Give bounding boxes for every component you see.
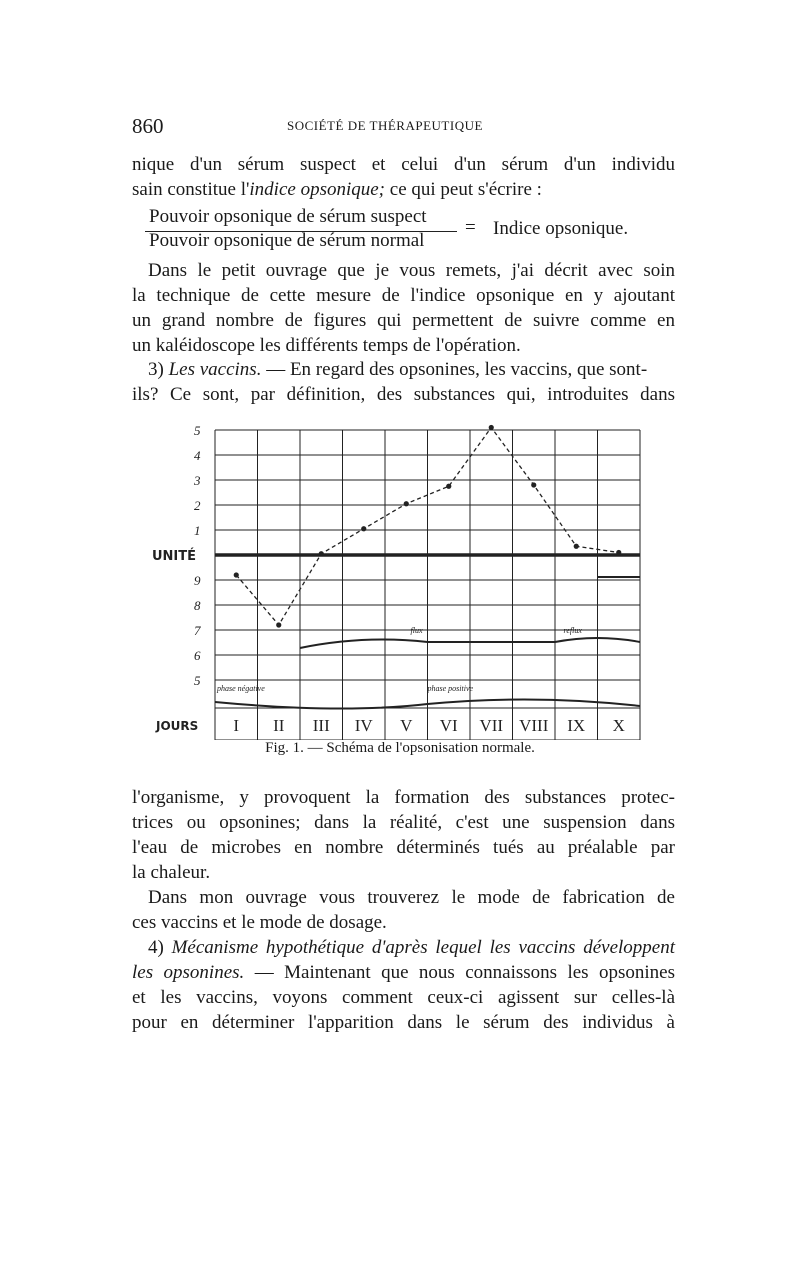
x-tick-label: I xyxy=(233,716,240,735)
figure-caption: Fig. 1. — Schéma de l'opsonisation normale. xyxy=(265,740,535,756)
y-tick-label: 7 xyxy=(194,623,201,638)
text-line: l'eau de microbes en nombre déterminés tués au préalable par xyxy=(132,837,675,858)
y-tick-label: 9 xyxy=(194,573,201,588)
x-axis-title: JOURS xyxy=(156,719,199,733)
x-tick-label: III xyxy=(312,716,330,735)
y-tick-label: 8 xyxy=(194,598,201,613)
emphasis: indice opsonique; xyxy=(249,179,386,200)
section-title: Les vaccins. xyxy=(168,359,262,380)
y-tick-label: 2 xyxy=(194,498,201,513)
y-tick-label: UNITÉ xyxy=(152,549,197,564)
x-tick-label: VI xyxy=(439,716,458,735)
y-tick-label: 6 xyxy=(194,648,201,663)
phase-label: phase positive xyxy=(427,684,474,693)
text-line: un grand nombre de figures qui permettent de suivre comme en xyxy=(132,310,675,331)
text-line: 4) Mécanisme hypothétique d'après lequel les vaccins développent xyxy=(148,937,676,958)
formula-numerator: Pouvoir opsonique de sérum suspect xyxy=(149,206,427,227)
text-line: Dans mon ouvrage vous trouverez le mode de fabrication de xyxy=(148,887,675,908)
data-point xyxy=(234,572,239,577)
y-tick-label: 4 xyxy=(194,448,201,463)
page-number: 860 xyxy=(132,114,164,138)
data-point xyxy=(531,482,536,487)
formula-denominator: Pouvoir opsonique de sérum normal xyxy=(149,230,425,251)
formula xyxy=(145,206,685,256)
data-point xyxy=(276,622,281,627)
x-tick-label: X xyxy=(612,716,625,735)
text-line: l'organisme, y provoquent la formation des substances protec- xyxy=(132,787,675,808)
text-line: un kaléidoscope les différents temps de l'opération. xyxy=(132,335,521,356)
text-line: la chaleur. xyxy=(132,862,211,883)
text-line: ils? Ce sont, par définition, des substances qui, introduites dans xyxy=(132,384,675,405)
x-tick-label: VII xyxy=(479,716,504,735)
formula-result: Indice opsonique. xyxy=(493,218,629,239)
y-axis-labels xyxy=(152,423,201,688)
data-point xyxy=(616,550,621,555)
x-tick-label: IV xyxy=(354,716,373,735)
figure-caption-text: Schéma de l'opsonisation normale. xyxy=(326,740,535,756)
running-title: SOCIÉTÉ DE THÉRAPEUTIQUE xyxy=(287,118,483,133)
wave-label: reflux xyxy=(563,626,582,635)
opsonisation-chart xyxy=(150,410,650,740)
y-tick-label: 3 xyxy=(194,473,201,488)
section-title: Mécanisme hypothétique d'après lequel les vaccins développent xyxy=(171,937,676,958)
x-axis-labels xyxy=(155,716,625,735)
formula-equals: = xyxy=(465,217,476,238)
x-tick-label: V xyxy=(400,716,413,735)
y-tick-label: 5 xyxy=(194,673,201,688)
text-line: les opsonines. — Maintenant que nous connaissons les opsonines xyxy=(132,962,675,983)
text-line: trices ou opsonines; dans la réalité, c'est une suspension dans xyxy=(132,812,675,833)
data-point xyxy=(489,425,494,430)
text-line: ces vaccins et le mode de dosage. xyxy=(132,912,387,933)
wave-label: flux xyxy=(410,626,423,635)
text-line: nique d'un sérum suspect et celui d'un sérum d'un individu xyxy=(132,154,675,175)
x-tick-label: II xyxy=(273,716,285,735)
text-line: la technique de cette mesure de l'indice opsonique en y ajoutant xyxy=(132,285,675,306)
data-point xyxy=(319,551,324,556)
data-point xyxy=(574,544,579,549)
phase-label: phase négative xyxy=(217,684,265,693)
data-point xyxy=(361,526,366,531)
data-point xyxy=(404,501,409,506)
text-line: sain constitue l'indice opsonique; ce qui peut s'écrire : xyxy=(132,179,542,200)
page-header xyxy=(132,114,675,140)
y-tick-label: 5 xyxy=(194,423,201,438)
chart-grid xyxy=(215,430,640,740)
text-line: et les vaccins, voyons comment ceux-ci agissent sur celles-là xyxy=(132,987,675,1008)
y-tick-label: 1 xyxy=(194,523,201,538)
text-line: pour en déterminer l'apparition dans le sérum des individus à xyxy=(132,1012,675,1033)
figure-label: Fig. 1. xyxy=(265,740,304,756)
data-point xyxy=(446,484,451,489)
section-title: les opsonines. xyxy=(132,962,245,983)
x-tick-label: VIII xyxy=(519,716,549,735)
text-line: Dans le petit ouvrage que je vous remets, j'ai décrit avec soin xyxy=(148,260,675,281)
x-tick-label: IX xyxy=(567,716,586,735)
text-line: 3) Les vaccins. — En regard des opsonines, les vaccins, que sont- xyxy=(148,359,648,380)
